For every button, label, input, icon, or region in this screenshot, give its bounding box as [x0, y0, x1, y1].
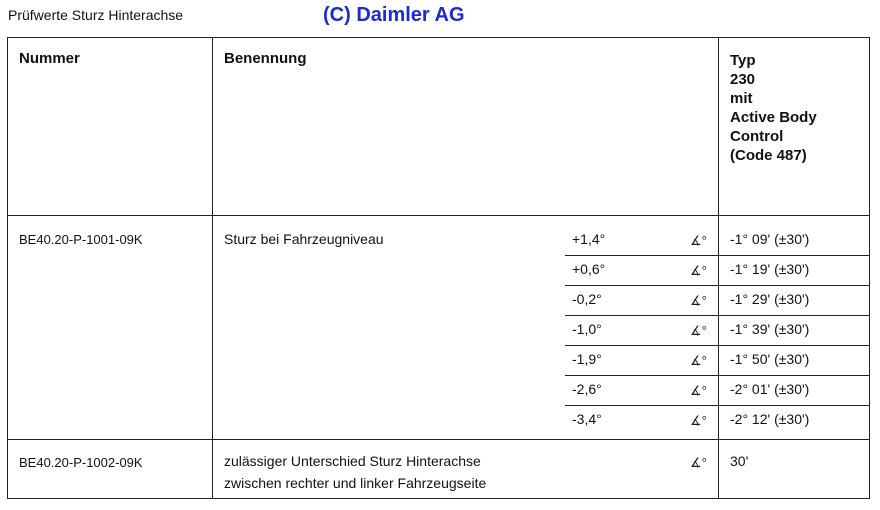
camber-level: -0,2° — [572, 291, 602, 307]
camber-level: +1,4° — [572, 231, 606, 247]
typ-line: 230 — [730, 71, 756, 88]
angle-icon: ∡° — [690, 383, 707, 398]
sub-row-divider — [565, 345, 870, 346]
camber-value: -1° 09' (±30') — [730, 231, 810, 247]
row2-benennung-line2: zwischen rechter und linker Fahrzeugseite — [224, 475, 487, 491]
row1-benennung: Sturz bei Fahrzeugniveau — [224, 231, 384, 247]
row2-value: 30' — [730, 453, 749, 469]
copyright-watermark: (C) Daimler AG — [323, 4, 465, 26]
row2-benennung-line1: zulässiger Unterschied Sturz Hinterachse — [224, 453, 481, 469]
header-benennung: Benennung — [224, 50, 307, 67]
angle-icon: ∡° — [690, 353, 707, 368]
row1-nummer: BE40.20-P-1001-09K — [19, 232, 143, 247]
header-divider — [7, 215, 870, 216]
camber-value: -1° 29' (±30') — [730, 291, 810, 307]
sub-row-divider — [565, 405, 870, 406]
typ-line: (Code 487) — [730, 147, 807, 164]
sub-row-divider — [565, 375, 870, 376]
angle-icon: ∡° — [690, 413, 707, 428]
camber-value: -2° 12' (±30') — [730, 411, 810, 427]
camber-value: -1° 50' (±30') — [730, 351, 810, 367]
typ-line: Typ — [730, 52, 756, 69]
header-nummer: Nummer — [19, 50, 80, 67]
camber-value: -1° 39' (±30') — [730, 321, 810, 337]
angle-icon: ∡° — [690, 323, 707, 338]
camber-level: -1,0° — [572, 321, 602, 337]
document-title: Prüfwerte Sturz Hinterachse — [8, 7, 184, 23]
sub-row-divider — [565, 285, 870, 286]
header-typ — [730, 51, 817, 165]
sub-row-divider — [565, 255, 870, 256]
angle-icon: ∡° — [690, 233, 707, 248]
row2-nummer: BE40.20-P-1002-09K — [19, 455, 143, 470]
typ-line: mit — [730, 90, 753, 107]
row-divider — [7, 439, 870, 440]
camber-level: +0,6° — [572, 261, 606, 277]
column-divider-1 — [212, 37, 213, 499]
typ-line: Active Body — [730, 109, 817, 126]
camber-level: -1,9° — [572, 351, 602, 367]
column-divider-typ — [718, 37, 719, 499]
row2-angle-icon: ∡° — [690, 455, 707, 470]
sub-row-divider — [565, 315, 870, 316]
typ-line: Control — [730, 128, 784, 145]
camber-value: -1° 19' (±30') — [730, 261, 810, 277]
camber-level: -3,4° — [572, 411, 602, 427]
angle-icon: ∡° — [690, 263, 707, 278]
camber-level: -2,6° — [572, 381, 602, 397]
angle-icon: ∡° — [690, 293, 707, 308]
camber-value: -2° 01' (±30') — [730, 381, 810, 397]
